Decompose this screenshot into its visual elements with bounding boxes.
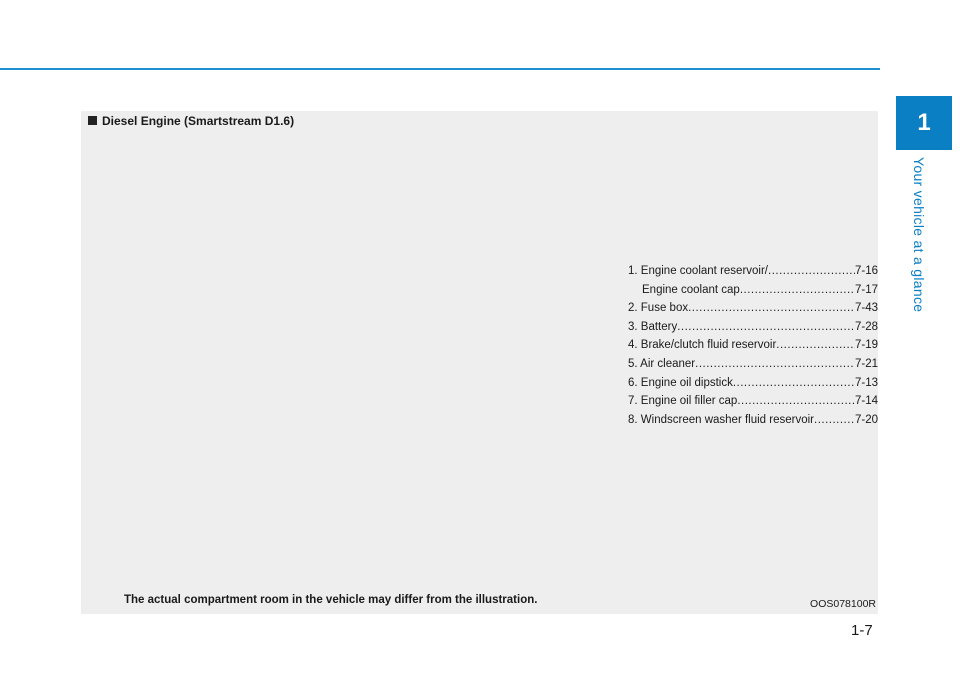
legend-item[interactable] <box>628 392 878 411</box>
legend-item-page: 7-28 <box>854 320 878 333</box>
chapter-tab[interactable] <box>896 96 952 150</box>
square-bullet-icon <box>88 116 97 125</box>
legend-item[interactable] <box>628 374 878 393</box>
header-rule <box>0 68 880 70</box>
legend-item[interactable] <box>628 281 878 300</box>
legend-item-label: 8. Windscreen washer fluid reservoir <box>628 413 814 426</box>
legend-item[interactable] <box>628 336 878 355</box>
figure-code: OOS078100R <box>810 598 876 610</box>
legend-item-page: 7-14 <box>854 395 878 408</box>
legend-item-page: 7-19 <box>854 339 878 352</box>
legend-item-label: 4. Brake/clutch fluid reservoir <box>628 339 777 352</box>
legend-item-page: 7-21 <box>854 357 878 370</box>
dot-leader <box>688 299 855 318</box>
parts-legend <box>628 262 878 429</box>
dot-leader <box>737 392 855 411</box>
legend-item[interactable] <box>628 355 878 374</box>
illustration-disclaimer: The actual compartment room in the vehicle may differ from the illustration. <box>124 594 538 606</box>
legend-item-label: 1. Engine coolant reservoir/ <box>628 265 768 277</box>
legend-item[interactable] <box>628 299 878 318</box>
legend-item[interactable] <box>628 411 878 430</box>
chapter-number: 1 <box>917 109 931 136</box>
dot-leader <box>776 336 855 355</box>
chapter-title: Your vehicle at a glance <box>911 157 927 313</box>
legend-item[interactable] <box>628 262 878 281</box>
dot-leader <box>695 355 855 374</box>
legend-item-label: 3. Battery <box>628 320 678 333</box>
legend-item-page: 7-43 <box>854 302 878 315</box>
legend-item-page: 7-13 <box>854 376 878 389</box>
legend-item-page: 7-16 <box>854 265 878 277</box>
dot-leader <box>733 374 855 393</box>
dot-leader <box>740 281 855 300</box>
figure-heading-text: Diesel Engine (Smartstream D1.6) <box>102 114 295 128</box>
legend-item-label: 6. Engine oil dipstick <box>628 376 733 389</box>
legend-item-label: 7. Engine oil filler cap <box>628 395 738 408</box>
page-number: 1-7 <box>851 622 873 639</box>
legend-item-label: 5. Air cleaner <box>628 357 696 370</box>
legend-item[interactable] <box>628 318 878 337</box>
figure-heading <box>88 114 294 128</box>
dot-leader <box>814 411 855 430</box>
legend-item-label: 2. Fuse box <box>628 302 689 315</box>
dot-leader <box>768 262 855 281</box>
legend-item-label: Engine coolant cap <box>642 283 740 296</box>
dot-leader <box>677 318 855 337</box>
legend-item-page: 7-17 <box>854 283 878 296</box>
legend-item-page: 7-20 <box>854 413 878 426</box>
